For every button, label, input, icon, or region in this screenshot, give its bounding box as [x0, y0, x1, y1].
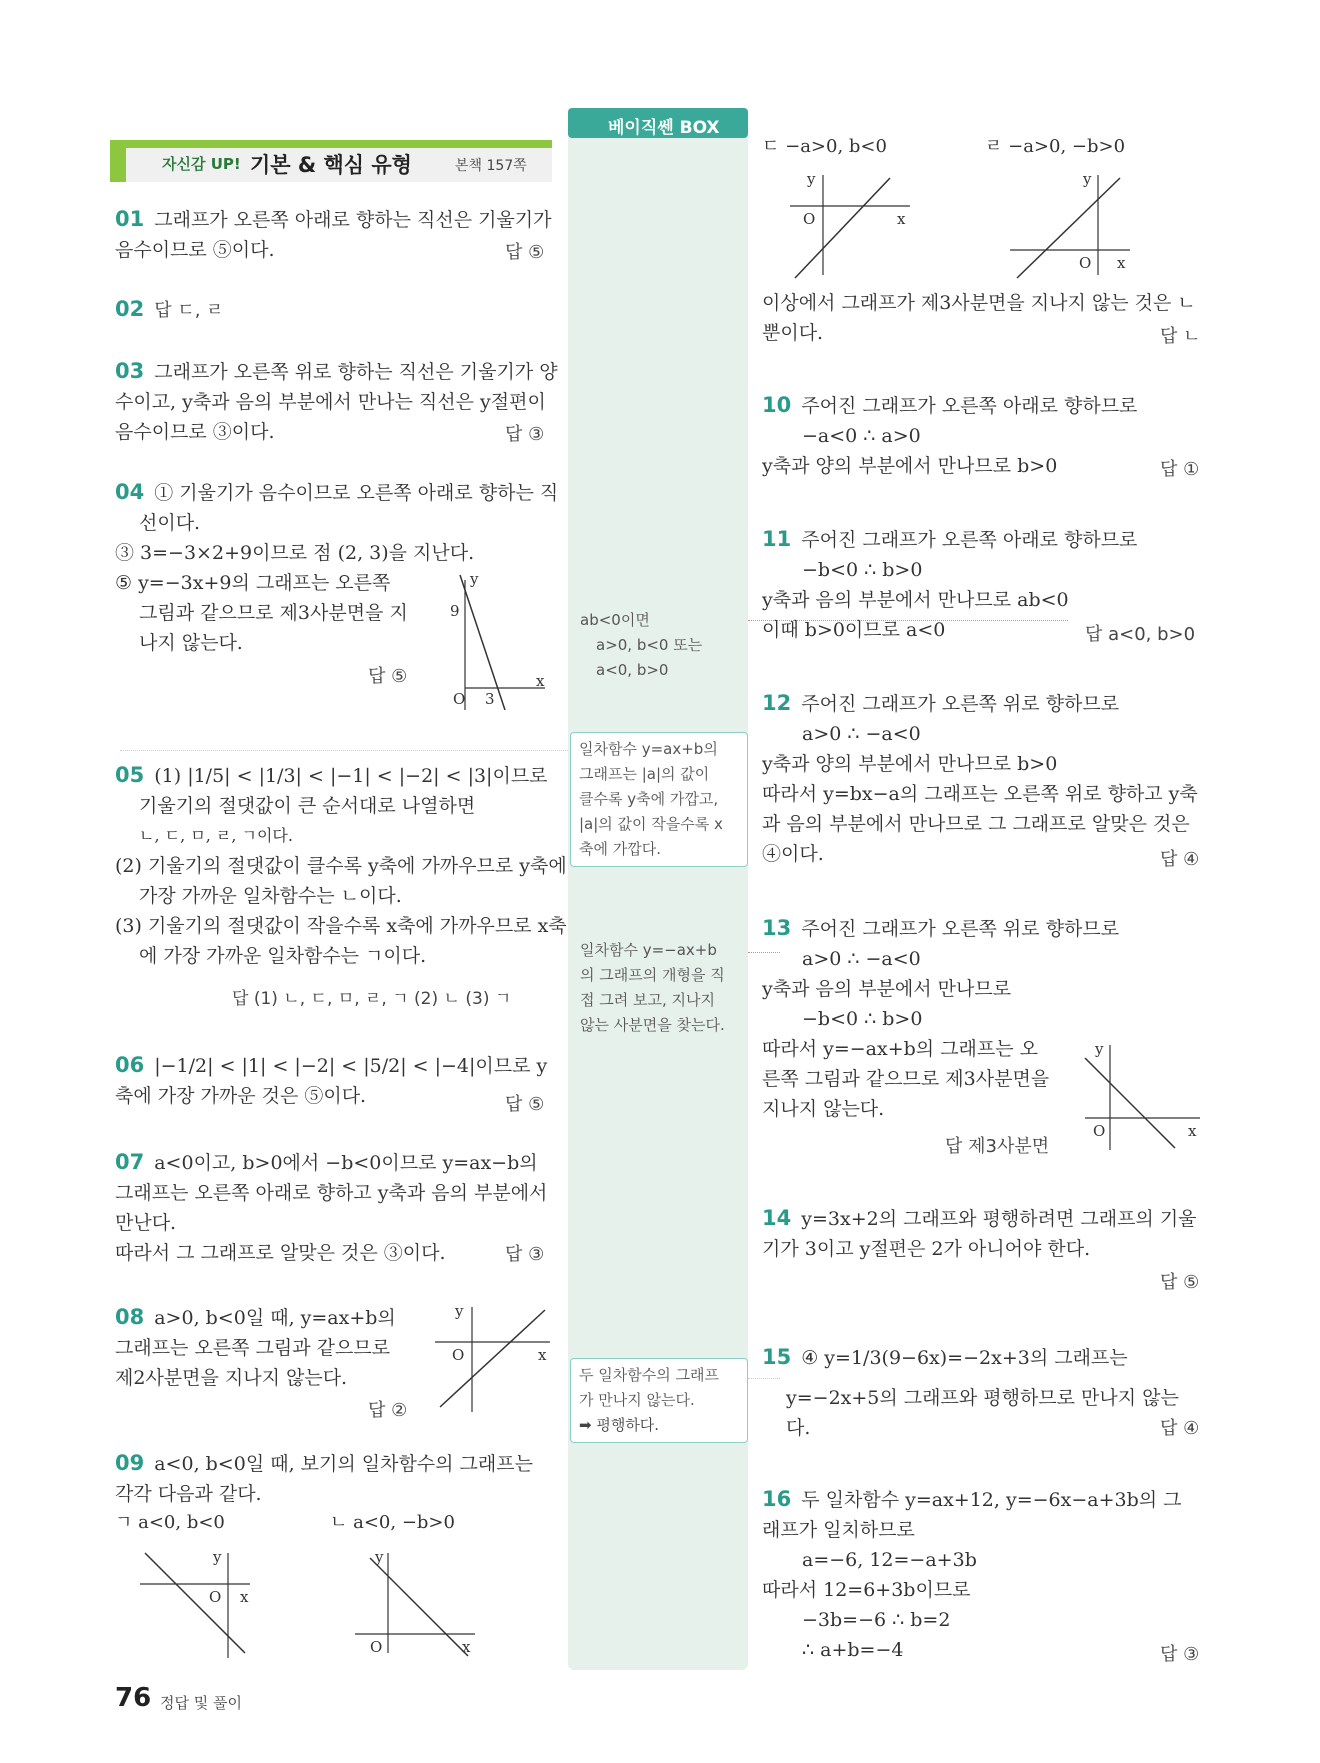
q07: 07 a<0이고, b>0에서 −b<0이므로 y=ax−b의 그래프는 오른쪽 아래로 향하고 y축과 음의 부분에서 만난다. 따라서 그 그래프로 알맞은 것은 ③이다.	[115, 1150, 548, 1264]
q06: 06 |−1/2| < |1| < |−2| < |5/2| < |−4|이므로 y 축에 가장 가까운 것은 ⑤이다.	[115, 1053, 548, 1107]
note-3: 일차함수 y=−ax+b 의 그래프의 개형을 직 접 그려 보고, 지나지 않는 사분면을 찾는다.	[580, 941, 725, 1034]
svg-text:O: O	[1093, 1122, 1106, 1140]
header-title: 기본 & 핵심 유형	[250, 153, 412, 177]
svg-text:9: 9	[450, 602, 460, 620]
q10: 10 주어진 그래프가 오른쪽 아래로 향하므로 −a<0 ∴ a>0 y축과 양의 부분에서 만나므로 b>0	[762, 393, 1138, 477]
q09-graph-1	[135, 1548, 255, 1658]
q08-graph	[430, 1302, 550, 1412]
q09-case-2: ㄴ a<0, −b>0	[330, 1512, 455, 1533]
q02: 02 답 ㄷ, ㄹ	[115, 297, 224, 321]
svg-text:x: x	[1117, 254, 1126, 272]
svg-text:3: 3	[485, 690, 495, 708]
q13-graph	[1080, 1040, 1200, 1150]
footer-label: 정답 및 풀이	[160, 1694, 242, 1712]
q12-answer: 답 ④	[1160, 849, 1200, 870]
q01: 01 그래프가 오른쪽 아래로 향하는 직선은 기울기가 음수이므로 ⑤이다.	[115, 207, 552, 261]
basic-box-tab	[568, 108, 748, 138]
note-4: 두 일차함수의 그래프 가 만나지 않는다. ➡ 평행하다.	[570, 1358, 748, 1443]
q10-answer: 답 ①	[1160, 459, 1200, 480]
q04: 04 ① 기울기가 음수이므로 오른쪽 아래로 향하는 직 선이다. ③ 3=−3×2+9이므로 점 (2, 3)을 지난다. ⑤ y=−3x+9의 그래프는 오른쪽 그림과 같으므로 제3사분면을 지 나지 않는다.	[115, 480, 559, 654]
q09-conclusion: 이상에서 그래프가 제3사분면을 지나지 않는 것은 ㄴ 뿐이다.	[762, 292, 1196, 344]
svg-text:y: y	[1095, 1040, 1104, 1058]
svg-text:y: y	[213, 1548, 222, 1566]
note-1: ab<0이면 a>0, b<0 또는 a<0, b>0	[580, 611, 703, 679]
note-2: 일차함수 y=ax+b의 그래프는 |a|의 값이 클수록 y축에 가깝고, |a|의 값이 작을수록 x 축에 가깝다.	[570, 732, 748, 867]
q14: 14 y=3x+2의 그래프와 평행하려면 그래프의 기울 기가 3이고 y절편은 2가 아니어야 한다.	[762, 1206, 1197, 1260]
q11: 11 주어진 그래프가 오른쪽 아래로 향하므로 −b<0 ∴ b>0 y축과 음의 부분에서 만나므로 ab<0 이때 b>0이므로 a<0	[762, 527, 1138, 641]
q04-answer: 답 ⑤	[368, 666, 408, 687]
svg-text:O: O	[209, 1588, 222, 1606]
svg-text:y: y	[455, 1302, 464, 1320]
q15: 15 ④ y=1/3(9−6x)=−2x+3의 그래프는 y=−2x+5의 그래프와 평행하므로 만나지 않는 다.	[762, 1345, 1179, 1439]
q01-answer: 답 ⑤	[505, 242, 545, 263]
q09-case-4: ㄹ −a>0, −b>0	[985, 136, 1126, 157]
q11-answer: 답 a<0, b>0	[1085, 624, 1196, 645]
q05: 05 (1) |1/5| < |1/3| < |−1| < |−2| < |3|이므로 기울기의 절댓값이 큰 순서대로 나열하면 ㄴ, ㄷ, ㅁ, ㄹ, ㄱ이다. (2) 기울기의 절댓값이 클수록 y축에 가까우므로 y축에 가장 가까운 일차함수는 ㄴ이다. (3) 기울기의 절댓값이 작을수록 x축에 가까우므로 x축 에 가장 가까운 일차함수는 ㄱ이다.	[115, 763, 567, 967]
q06-answer: 답 ⑤	[505, 1094, 545, 1115]
svg-text:y: y	[807, 170, 816, 188]
q16-answer: 답 ③	[1160, 1644, 1200, 1665]
svg-text:y: y	[1083, 170, 1092, 188]
svg-text:x: x	[462, 1638, 471, 1656]
q07-answer: 답 ③	[505, 1244, 545, 1265]
section-header	[110, 140, 552, 182]
svg-text:x: x	[1188, 1122, 1197, 1140]
header-ref: 본책 157쪽	[455, 158, 527, 174]
q14-answer: 답 ⑤	[1160, 1272, 1200, 1293]
q09-graph-2	[350, 1548, 480, 1658]
q09-answer: 답 ㄴ	[1160, 326, 1201, 347]
q12: 12 주어진 그래프가 오른쪽 위로 향하므로 a>0 ∴ −a<0 y축과 양의 부분에서 만나므로 b>0 따라서 y=bx−a의 그래프는 오른쪽 위로 향하고 y축 과 음의 부분에서 만나므로 그 그래프로 알맞은 것은 ④이다.	[762, 691, 1198, 865]
q13-answer: 답 제3사분면	[945, 1136, 1050, 1157]
basic-box-title: 베이직쎈 BOX	[608, 118, 720, 138]
svg-text:O: O	[1079, 254, 1092, 272]
connector-line	[120, 750, 568, 751]
q05-answer: 답 (1) ㄴ, ㄷ, ㅁ, ㄹ, ㄱ (2) ㄴ (3) ㄱ	[232, 989, 512, 1009]
svg-text:y: y	[375, 1548, 384, 1566]
svg-text:O: O	[803, 210, 816, 228]
svg-text:O: O	[453, 690, 466, 708]
header-badge: 자신감 UP!	[162, 155, 241, 173]
svg-text:O: O	[370, 1638, 383, 1656]
q09-case-3: ㄷ −a>0, b<0	[762, 136, 887, 157]
q08-answer: 답 ②	[368, 1400, 408, 1421]
q03: 03 그래프가 오른쪽 위로 향하는 직선은 기울기가 양 수이고, y축과 음의 부분에서 만나는 직선은 y절편이 음수이므로 ③이다.	[115, 359, 558, 443]
q16: 16 두 일차함수 y=ax+12, y=−6x−a+3b의 그 래프가 일치하므로 a=−6, 12=−a+3b 따라서 12=6+3b이므로 −3b=−6 ∴ b=2 ∴ a+b=−4	[762, 1487, 1182, 1661]
svg-text:x: x	[538, 1346, 547, 1364]
svg-text:x: x	[240, 1588, 249, 1606]
page-number: 76	[115, 1683, 152, 1713]
svg-text:y: y	[470, 570, 479, 588]
q04-graph	[440, 570, 550, 710]
svg-text:x: x	[536, 672, 545, 690]
q09-graph-4	[1005, 170, 1135, 280]
q09-case-1: ㄱ a<0, b<0	[115, 1512, 225, 1533]
q15-answer: 답 ④	[1160, 1418, 1200, 1439]
q03-answer: 답 ③	[505, 424, 545, 445]
q09: 09 a<0, b<0일 때, 보기의 일차함수의 그래프는 각각 다음과 같다.	[115, 1451, 533, 1505]
q08: 08 a>0, b<0일 때, y=ax+b의 그래프는 오른쪽 그림과 같으므로 제2사분면을 지나지 않는다.	[115, 1305, 396, 1389]
q13: 13 주어진 그래프가 오른쪽 위로 향하므로 a>0 ∴ −a<0 y축과 음의 부분에서 만나므로 −b<0 ∴ b>0 따라서 y=−ax+b의 그래프는 오 른쪽 그림과 같으므로 제3사분면을 지나지 않는다.	[762, 916, 1120, 1120]
svg-text:O: O	[452, 1346, 465, 1364]
q09-graph-3	[785, 170, 915, 280]
svg-text:x: x	[897, 210, 906, 228]
